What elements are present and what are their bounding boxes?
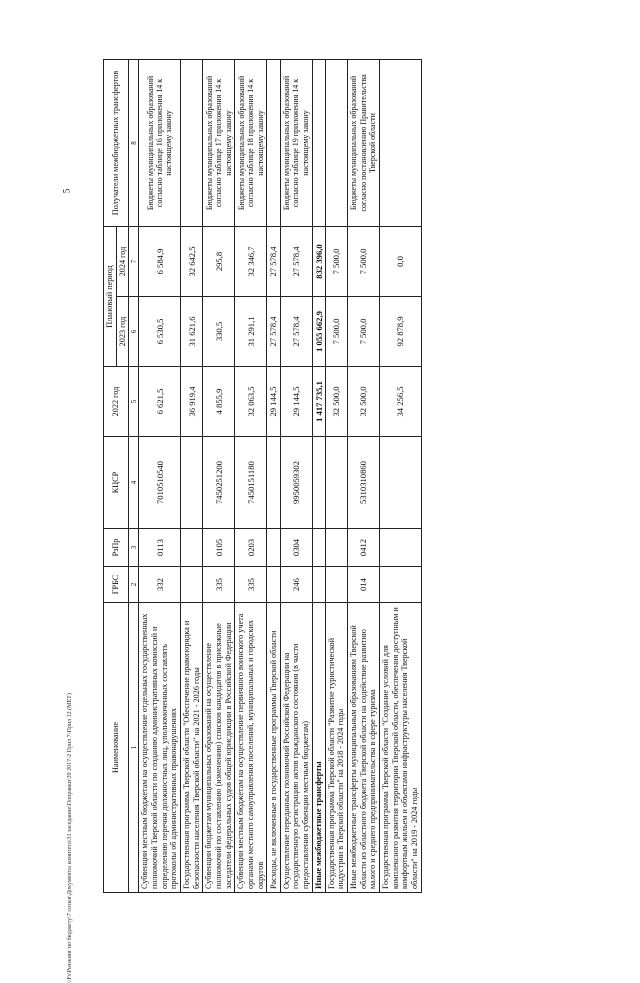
cell-y2022: 32 500,0 [325,367,347,437]
table-row [348,59,380,892]
cell-y2023: 7 500,0 [348,297,380,367]
cell-grbs: 332 [139,567,181,603]
cell-grbs [267,567,280,603]
col-index: 8 [129,59,139,226]
cell-rzpr [380,529,422,567]
budget-table [103,59,422,893]
header-2024: 2024 год [116,226,129,296]
cell-kcsr [267,437,280,529]
cell-y2024: 32 642,5 [181,226,203,296]
table-row [312,59,325,892]
cell-y2022: 36 919,4 [181,367,203,437]
cell-y2023: 330,5 [203,297,235,367]
cell-name: Иные межбюджетные трансферты [312,603,325,893]
cell-recip [312,59,325,226]
cell-kcsr: 5310310860 [348,437,380,529]
cell-name: Государственная программа Тверской области "Обеспечение правопорядка и безопасности населения Тверской области" на 2021 - 2026 годы [181,603,203,893]
cell-recip: Бюджеты муниципальных образований согласно таблице 16 приложения 14 к настоящему закону [139,59,181,226]
cell-y2023: 31 291,1 [235,297,267,367]
table-row [380,59,422,892]
cell-kcsr [325,437,347,529]
cell-name: Осуществление переданных полномочий Российской Федерации на государственную регистрацию актов гражданского состояния (в части предоставления субвенции местным бюджетам) [280,603,312,893]
cell-grbs: 335 [203,567,235,603]
cell-y2024: 7 500,0 [348,226,380,296]
header-2022: 2022 год [104,367,129,437]
cell-rzpr [312,529,325,567]
rotated-table-wrapper [103,60,584,893]
cell-recip [325,59,347,226]
cell-rzpr: 0412 [348,529,380,567]
cell-y2024: 6 584,9 [139,226,181,296]
cell-y2023: 27 578,4 [280,297,312,367]
cell-recip [181,59,203,226]
column-index-row [129,59,139,892]
cell-name: Субвенции местным бюджетам на осуществление отдельных государственных полномочий Тверской области по созданию административных комиссий и определению перечня должностных лиц, уполномоченных составлять протоколы об административных правонарушениях [139,603,181,893]
header-recipients: Получатели межбюджетных трансфертов [104,59,129,226]
cell-name: Субвенции местным бюджетам на осуществление первичного воинского учета органами местного самоуправления поселений, муниципальных и городских округов [235,603,267,893]
col-index: 6 [129,297,139,367]
cell-rzpr: 0304 [280,529,312,567]
cell-y2023: 31 621,6 [181,297,203,367]
cell-y2024: 832 396,0 [312,226,325,296]
col-index: 5 [129,367,139,437]
cell-y2022: 34 256,5 [380,367,422,437]
table-row [235,59,267,892]
cell-name: Субвенции бюджетам муниципальных образований на осуществление полномочий по составлению (изменению) списков кандидатов в присяжные заседатели федеральных судов общей юрисдикции в Российской Федерации [203,603,235,893]
cell-recip: Бюджеты муниципальных образований согласно таблице 19 приложения 14 к настоящему закону [280,59,312,226]
cell-name: Государственная программа Тверской области "Развитие туристической индустрии в Тверской области" на 2018 - 2024 годы [325,603,347,893]
cell-grbs [325,567,347,603]
cell-kcsr [181,437,203,529]
col-index: 1 [129,603,139,893]
cell-recip: Бюджеты муниципальных образований согласно таблице 17 приложения 14 к настоящему закону [203,59,235,226]
cell-recip [380,59,422,226]
col-index: 2 [129,567,139,603]
cell-y2022: 29 144,5 [280,367,312,437]
cell-y2023: 7 500,0 [325,297,347,367]
col-index: 7 [129,226,139,296]
cell-kcsr [380,437,422,529]
table-row [267,59,280,892]
table-row [203,59,235,892]
cell-y2022: 29 144,5 [267,367,280,437]
cell-y2022: 1 417 735,1 [312,367,325,437]
cell-rzpr [181,529,203,567]
header-2023: 2023 год [116,297,129,367]
cell-y2023: 1 055 662,9 [312,297,325,367]
header-grbs: ГРБС [104,567,129,603]
cell-y2023: 27 578,4 [267,297,280,367]
cell-grbs [312,567,325,603]
cell-y2024: 27 578,4 [280,226,312,296]
cell-grbs: 014 [348,567,380,603]
table-row [280,59,312,892]
col-index: 4 [129,437,139,529]
cell-y2023: 6 530,5 [139,297,181,367]
table-row [181,59,203,892]
cell-grbs [181,567,203,603]
table-row [325,59,347,892]
cell-y2024: 32 346,7 [235,226,267,296]
col-index: 3 [129,529,139,567]
cell-name: Иные межбюджетные трансферты муниципальным образованиям Тверской области из областного бюджета Тверской области на содействие развитию малого и среднего предпринимательства в сфере туризма [348,603,380,893]
cell-rzpr: 0105 [203,529,235,567]
cell-recip [267,59,280,226]
cell-y2024: 27 578,4 [267,226,280,296]
header-name: Наименование [104,603,129,893]
cell-kcsr: 7010510540 [139,437,181,529]
header-rzpr: РзПр [104,529,129,567]
cell-y2023: 92 878,9 [380,297,422,367]
cell-name: Государственная программа Тверской области "Создание условий для комплексного развития территории Тверской области, обеспечения доступным и комфортным жильем и объектами инфраструктуры населения Тверской области" на 2019 - 2024 годы [380,603,422,893]
cell-recip: Бюджеты муниципальных образований согласно постановлению Правительства Тверской области [348,59,380,226]
file-path-footer: \\Fs\Рьчзкинг по бюджету\7 созыв\Документы комитета\31 заседание\Поправки\39 2017-2 Прил 7-Прил 12 (MET) [67,693,73,983]
cell-y2022: 32 063,5 [235,367,267,437]
header-plan-period: Плановый период [104,226,117,366]
cell-recip: Бюджеты муниципальных образований согласно таблице 18 приложения 14 к настоящему закону [235,59,267,226]
cell-kcsr: 7450151180 [235,437,267,529]
cell-grbs [380,567,422,603]
cell-y2022: 4 855,9 [203,367,235,437]
cell-kcsr [312,437,325,529]
cell-kcsr: 7450251200 [203,437,235,529]
cell-y2024: 0,0 [380,226,422,296]
cell-kcsr: 9950059302 [280,437,312,529]
table-row [139,59,181,892]
header-kcsr: КЦСР [104,437,129,529]
cell-y2022: 6 621,5 [139,367,181,437]
cell-y2022: 32 500,0 [348,367,380,437]
cell-grbs: 335 [235,567,267,603]
cell-y2024: 7 500,0 [325,226,347,296]
cell-rzpr [267,529,280,567]
page-number: 5 [61,188,72,194]
cell-rzpr: 0113 [139,529,181,567]
cell-rzpr [325,529,347,567]
cell-y2024: 295,8 [203,226,235,296]
cell-grbs: 246 [280,567,312,603]
cell-rzpr: 0203 [235,529,267,567]
cell-name: Расходы, не включенные в государственные программы Тверской области [267,603,280,893]
